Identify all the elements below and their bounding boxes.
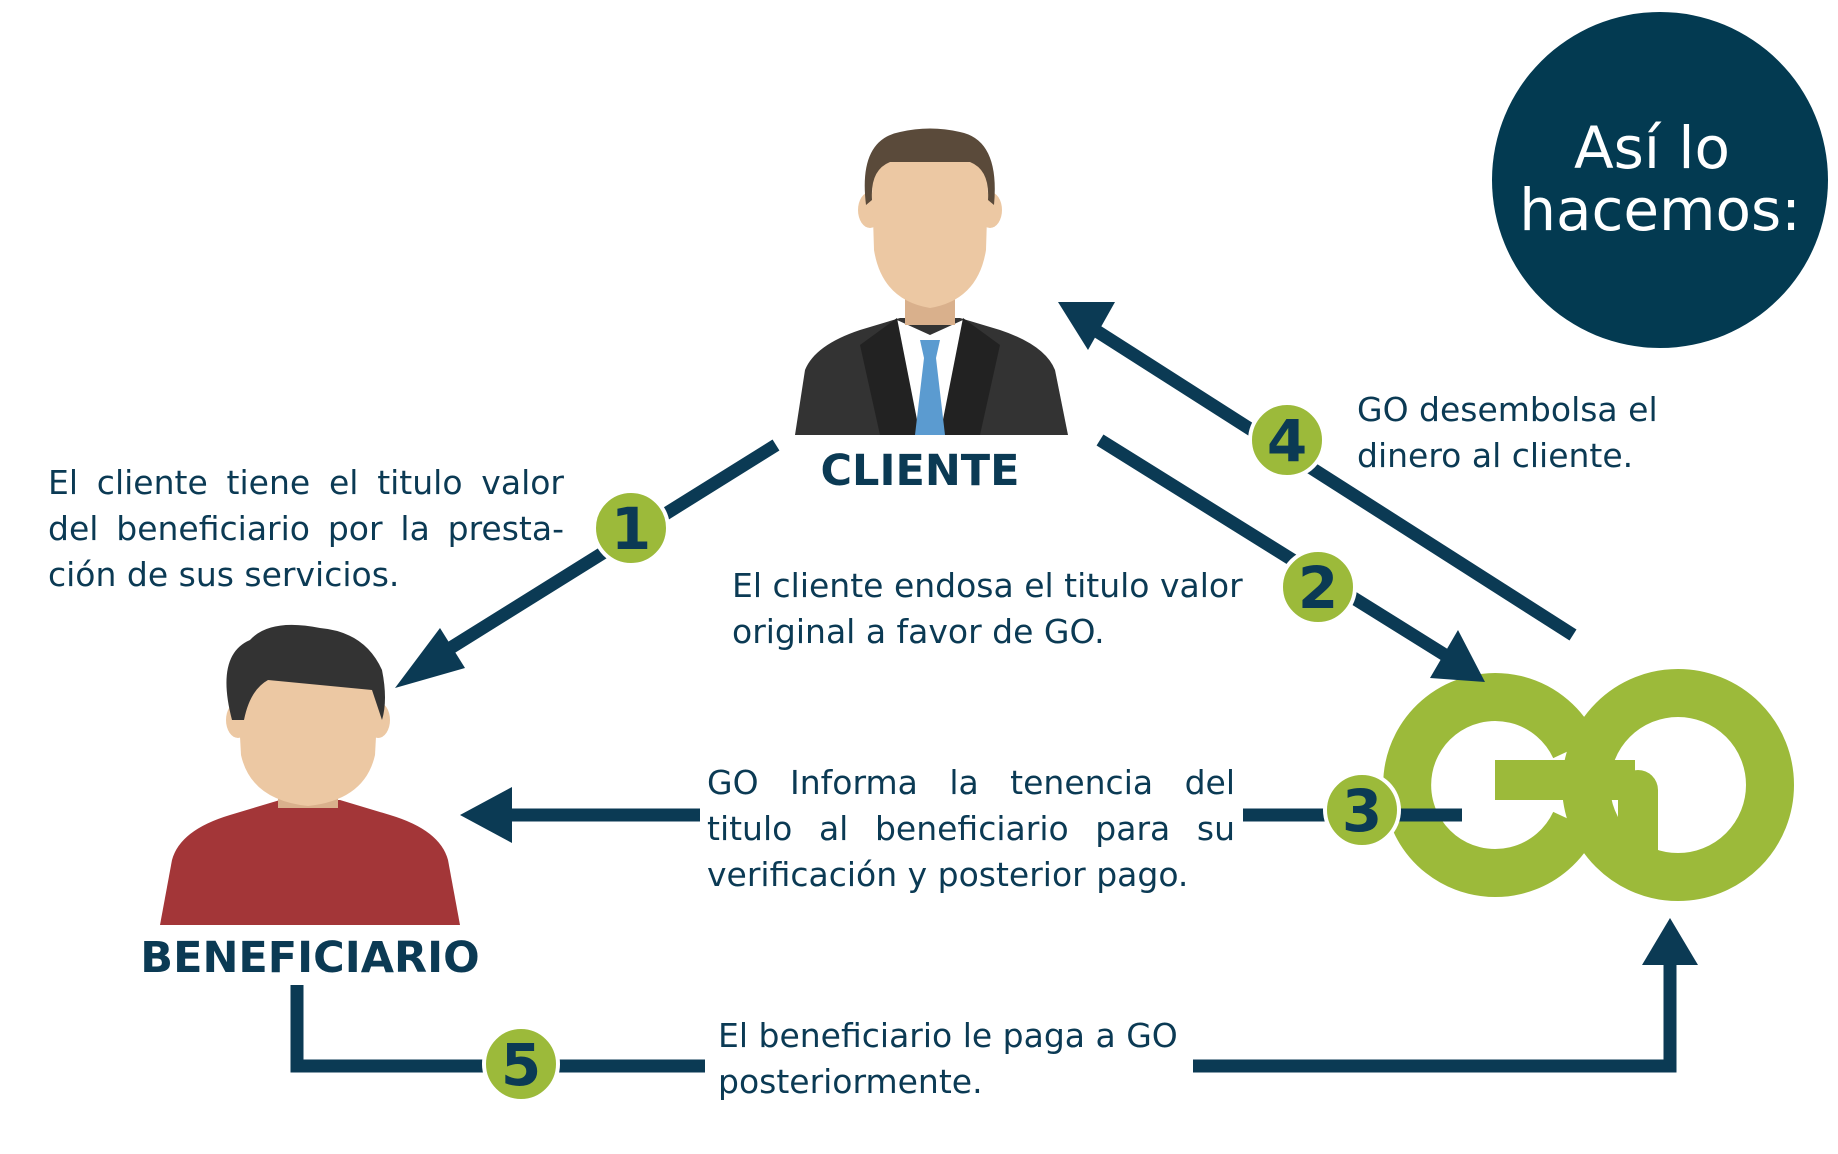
step-2-line-1: El cliente endosa el titulo valor: [732, 566, 1243, 605]
step-badge-3-number: 3: [1341, 777, 1383, 845]
step-4-line-2: dinero al cliente.: [1357, 436, 1634, 475]
step-badge-5-number: 5: [500, 1031, 542, 1099]
step-3-text: [707, 760, 1235, 898]
step-4-line-1: GO desembolsa el: [1357, 390, 1658, 429]
arrow-5-head: [1642, 918, 1698, 965]
step-1-text: [48, 460, 564, 598]
step-badge-1: [594, 491, 668, 565]
step-3-line-2: titulo al beneficiario para su: [707, 809, 1235, 848]
step-badge-4-number: 4: [1266, 407, 1308, 475]
step-5-line-2: posteriormente.: [718, 1062, 983, 1101]
step-2-text: [732, 563, 1272, 655]
beneficiario-label: BENEFICIARIO: [140, 933, 480, 983]
step-badge-3: [1325, 773, 1399, 847]
cliente-label: CLIENTE: [820, 446, 1020, 496]
step-4-text: [1357, 387, 1677, 479]
step-1-line-1: El cliente tiene el titulo valor: [48, 463, 564, 502]
heading-line-1: Así lo: [1573, 114, 1731, 182]
step-badge-5: [484, 1027, 558, 1101]
step-badge-2: [1281, 550, 1355, 624]
cliente-avatar-icon: [795, 129, 1068, 436]
step-5-line-1: El beneficiario le paga a GO: [718, 1016, 1178, 1055]
arrow-3-head: [460, 787, 512, 843]
step-badge-4: [1250, 403, 1324, 477]
step-2-line-2: original a favor de GO.: [732, 612, 1105, 651]
step-3-line-1: GO Informa la tenencia del: [707, 763, 1235, 802]
step-1-line-2: del beneficiario por la presta-: [48, 509, 564, 548]
arrow-1-head: [395, 628, 465, 688]
go-logo: [1407, 693, 1770, 877]
heading-badge: [1492, 12, 1828, 348]
step-3-line-3: verificación y posterior pago.: [707, 855, 1189, 894]
step-5-text: [718, 1013, 1188, 1105]
step-1-line-3: ción de sus servicios.: [48, 555, 400, 594]
step-badge-1-number: 1: [610, 495, 652, 563]
step-badge-2-number: 2: [1297, 554, 1339, 622]
arrow-5-right-segment: [1193, 960, 1670, 1066]
heading-line-2: hacemos:: [1519, 176, 1801, 244]
